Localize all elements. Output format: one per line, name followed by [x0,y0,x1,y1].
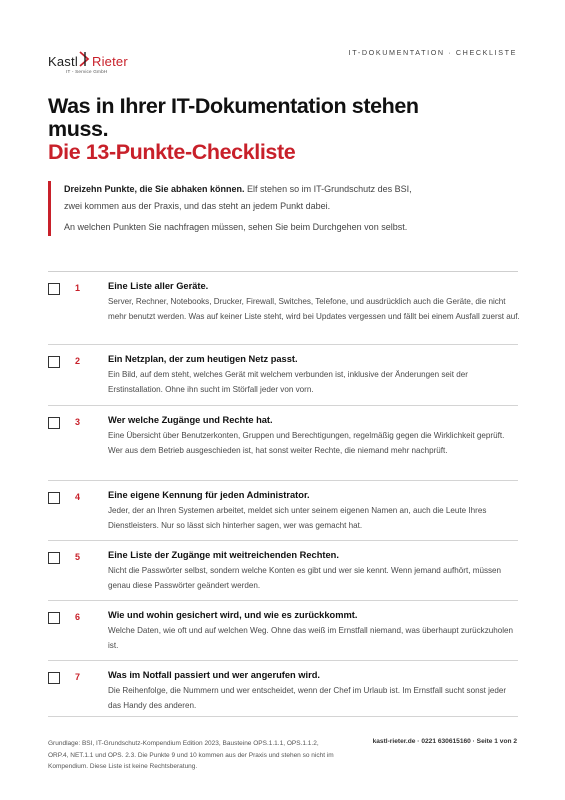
checkbox[interactable] [48,612,60,624]
checkbox[interactable] [48,552,60,564]
checkbox[interactable] [48,356,60,368]
item-description: Server, Rechner, Notebooks, Drucker, Firewall, Switches, Telefone, und ausdrücklich auch die Geräte, die nicht mehr benutzt werden. Was auf keiner Liste steht, wird bei Updates vergessen und fällt bei einem Ausfall zuerst auf. [108,297,520,321]
checklist-item [48,406,518,481]
checklist-item [48,661,518,717]
item-content [108,609,520,653]
logo-subtitle: IT - Service GmbH [66,69,108,74]
checklist-item [48,272,518,345]
footer-contact: kastl-rieter.de · 0221 630615160 · Seite 1 von 2 [372,738,517,745]
item-description: Welche Daten, wie oft und auf welchen Weg. Ohne das weiß im Ernstfall niemand, was überhaupt zurückzuholen ist. [108,626,514,650]
item-content [108,669,520,713]
intro-paragraph-1 [64,181,424,214]
item-content [108,414,520,458]
intro-bold: Dreizehn Punkte, die Sie abhaken können. [64,184,245,194]
checklist-item [48,541,518,601]
item-number: 7 [75,672,81,682]
item-content [108,549,520,593]
checkbox[interactable] [48,283,60,295]
footer-source-note: Grundlage: BSI, IT-Grundschutz-Kompendium Edition 2023, Bausteine OPS.1.1.1, OPS.1.1.2, ORP.4, NET.1.1 und OPS. 2.3. Die Punkte 9 und 10 kommen aus der Praxis und stehen so nicht im Kompendium. Diese Liste ist keine Rechtsberatung. [48,740,334,770]
item-title: Wie und wohin gesichert wird, und wie es zurückkommt. [108,610,358,620]
item-content [108,489,520,533]
item-content [108,280,520,324]
item-number: 5 [75,552,81,562]
item-title: Was im Notfall passiert und wer angerufen wird. [108,670,320,680]
item-number: 4 [75,492,81,502]
checkbox[interactable] [48,672,60,684]
checkbox[interactable] [48,492,60,504]
title-subtitle: Die 13-Punkte-Checkliste [48,140,296,164]
page-title [48,95,518,164]
intro-block [48,181,424,236]
intro-paragraph-2: An welchen Punkten Sie nachfragen müssen, sehen Sie beim Durchgehen von selbst. [64,222,408,232]
title-line-1: Was in Ihrer IT-Dokumentation stehen [48,94,419,118]
logo-mark-icon [78,51,90,67]
item-description: Eine Übersicht über Benutzerkonten, Gruppen und Berechtigungen, regelmäßig gegen die Wirklichkeit geprüft. Wer aus dem Betrieb ausgeschieden ist, hat sonst weiter Rechte, die niemand mehr nachprüft. [108,431,505,455]
company-logo [48,47,138,77]
item-content [108,353,520,397]
item-number: 1 [75,283,81,293]
logo-rieter-text: Rieter [92,54,128,69]
item-description: Ein Bild, auf dem steht, welches Gerät mit welchem verbunden ist, inklusive der Änderungen seit der Erstinstallation. Ohne ihn sucht im Störfall jeder von vorn. [108,370,468,394]
item-title: Eine eigene Kennung für jeden Administrator. [108,490,310,500]
item-description: Die Reihenfolge, die Nummern und wer entscheidet, wenn der Chef im Urlaub ist. Im Ernstfall sucht sonst jeder das Handy des anderen. [108,686,507,710]
intro-rest: Elf stehen so im IT-Grundschutz des BSI, zwei kommen aus der Praxis, und das steht an jedem Punkt dabei. [64,184,412,211]
item-number: 6 [75,612,81,622]
checklist-item [48,345,518,406]
logo-kastl-text: Kastl [48,54,78,69]
item-title: Eine Liste der Zugänge mit weitreichenden Rechten. [108,550,339,560]
item-title: Ein Netzplan, der zum heutigen Netz passt. [108,354,298,364]
checklist-item [48,601,518,661]
item-description: Jeder, der an Ihren Systemen arbeitet, meldet sich unter seinem eigenen Namen an, auch die Leute Ihres Dienstleisters. Nur so lässt sich hinterher sagen, wer was gemacht hat. [108,506,487,530]
checklist-item [48,481,518,541]
checklist [48,271,518,717]
document-tag: IT-DOKUMENTATION · CHECKLISTE [348,48,517,57]
item-description: Nicht die Passwörter selbst, sondern welche Konten es gibt und wer sie kennt. Wenn jemand aufhört, müssen genau diese Passwörter geändert werden. [108,566,502,590]
checkbox[interactable] [48,417,60,429]
item-number: 3 [75,417,81,427]
item-title: Eine Liste aller Geräte. [108,281,209,291]
item-title: Wer welche Zugänge und Rechte hat. [108,415,273,425]
item-number: 2 [75,356,81,366]
title-line-2: muss. [48,117,109,141]
